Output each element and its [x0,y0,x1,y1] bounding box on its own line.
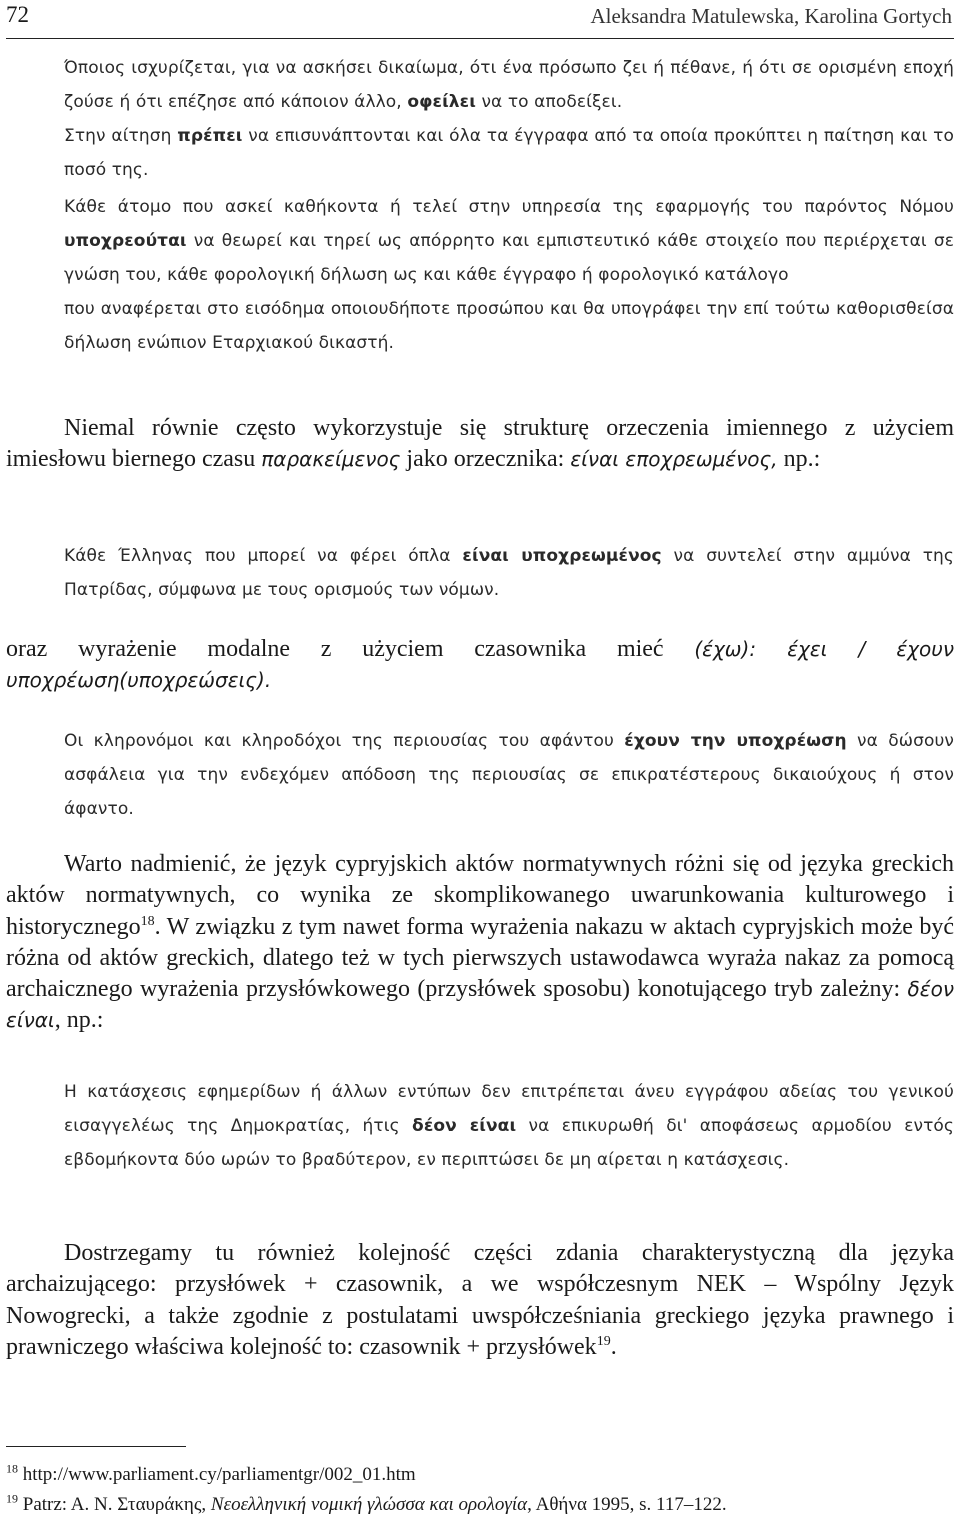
footnote-link[interactable]: http://www.parliament.cy/parliamentgr/002_01.htm [22,1464,416,1485]
footnote-18 [6,1463,954,1487]
quote-text: Η κατάσχεσις εφημερίδων ή άλλων εντύπων δεν επιτρέπεται άνευ εγγράφου αδείας του γενικού εισαγγελέως της Δημοκρατίας, ήτις [64,1082,954,1136]
running-title: Aleksandra Matulewska, Karolina Gortych [590,4,952,28]
quote-text: να δώσουν ασφάλεια για την ενδεχόμεν απόδοση της περιουσίας σε επικρατέστερους δικαιούχους ή στον άφαντο. [64,731,954,819]
footnote-book-title: Νεοελληνική νομική γλώσσα και ορολογία [210,1494,528,1515]
body-text: . W związku z tym nawet forma wyrażenia nakazu w aktach cypryjskich może być różna od aktów greckich, dlatego też w tych pierwszych ustawodawca wyraża nakaz za pomocą archaicznego wyrażenia przysłówkowego (przysłówek sposobu) konotującego tryb zależny: [6,913,954,1003]
body-text: jako orzecznika: [400,446,571,473]
paragraph-3 [6,849,954,1037]
greek-quote-4 [64,724,954,826]
greek-inline: παρακείμενος [261,447,401,472]
quote-emphasis: δέον είναι [412,1116,517,1136]
greek-quote-2 [64,190,954,360]
quote-text: να επισυνάπτονται και όλα τα έγγραφα από τα οποία προκύπτει η παίτηση και το ποσό της. [64,126,955,180]
greek-inline: (έχω): έχει / έχουν υποχρέωση(υποχρεώσεις). [6,637,954,693]
quote-emphasis: είναι υποχρεωμένος [462,546,662,566]
body-text: np.: [777,446,821,473]
footnote-text: , Αθήνα 1995, s. 117–122. [527,1494,727,1515]
footnote-number: 19 [6,1491,18,1506]
page-header [6,0,954,39]
greek-inline: δέον είναι [6,977,954,1033]
footnote-19 [6,1493,954,1517]
page-number: 72 [6,2,29,27]
paragraph-1 [6,413,954,476]
quote-emphasis: πρέπει [177,126,243,146]
body-text: oraz wyrażenie modalne z użyciem czasownika mieć [6,636,695,662]
footnote-text: Patrz: A. N. Σταυράκης, [22,1494,211,1515]
footnote-ref-18[interactable]: 18 [140,913,155,929]
body-text: Niemal równie często wykorzystuje się strukturę orzeczenia imiennego z użyciem imiesłowu biernego czasu [6,415,954,473]
body-text: Warto nadmienić, że język cypryjskich aktów normatywnych różni się od języka greckich aktów normatywnych, co wynika ze skomplikowanego uwarunkowania kulturowego i historycznego [6,851,954,940]
quote-text: να συντελεί στην αμμύνα της Πατρίδας, σύμφωνα με τους ορισμούς των νόμων. [64,546,954,600]
quote-text: Όποιος ισχυρίζεται, για να ασκήσει δικαίωμα, ότι ένα πρόσωπο ζει ή πέθανε, ή ότι σε ορισμένη εποχή ζούσε ή ότι επέζησε από κάποιον άλλο, [64,58,954,112]
greek-quote-3 [64,539,954,607]
greek-quote-1 [64,51,954,187]
quote-text: Στην αίτηση [64,126,178,146]
body-text: Dostrzegamy tu również kolejność części zdania charakterystyczną dla języka archaizującego: przysłówek + czasownik, a we współczesnym NEK – Wspólny Język Nowogrecki, a także zgodnie z postulatami uwspółcześniania greckiego języka prawnego i prawniczego właściwa kolejność to: czasownik + przysłówek [6,1240,954,1360]
quote-text: Οι κληρονόμοι και κληροδόχοι της περιουσίας του αφάντου [64,731,625,751]
footnote-number: 18 [6,1461,18,1476]
quote-text: να επικυρωθή δι' αποφάσεως αρμοδίου εντός εβδομήκοντα δύο ωρών το βραδύτερον, εν περιπτώσει δε μη αίρεται η κατάσχεσις. [64,1116,954,1170]
quote-text: να θεωρεί και τηρεί ως απόρρητο και εμπιστευτικό κάθε στοιχείο που περιέρχεται σε γνώση του, κάθε φορολογική δήλωση ως και κάθε έγγραφο ή φορολογικό κατάλογο [64,231,954,285]
quote-emphasis: υποχρεούται [64,231,187,251]
footnote-ref-19[interactable]: 19 [596,1333,611,1349]
quote-text: να το αποδείξει. [475,92,623,112]
quote-emphasis: οφείλει [407,92,476,112]
greek-quote-5 [64,1075,954,1177]
quote-text: Κάθε άτομο που ασκεί καθήκοντα ή τελεί στην υπηρεσία της εφαρμογής του παρόντος Νόμου [64,197,954,217]
paragraph-2 [6,634,954,697]
quote-text: Κάθε Έλληνας που μπορεί να φέρει όπλα [64,546,463,566]
body-text: , np.: [54,1007,104,1034]
quote-emphasis: έχουν την υποχρέωση [624,731,847,751]
quote-text: που αναφέρεται στο εισόδημα οποιουδήποτε προσώπου και θα υπογράφει την επί τούτω καθορισθείσα δήλωση ενώπιον Εταρχιακού δικαστή. [64,299,954,353]
greek-inline: είναι εποχρεωμένος, [570,447,778,472]
body-text: . [610,1333,617,1360]
paragraph-4 [6,1238,954,1363]
footnote-divider [6,1446,186,1447]
